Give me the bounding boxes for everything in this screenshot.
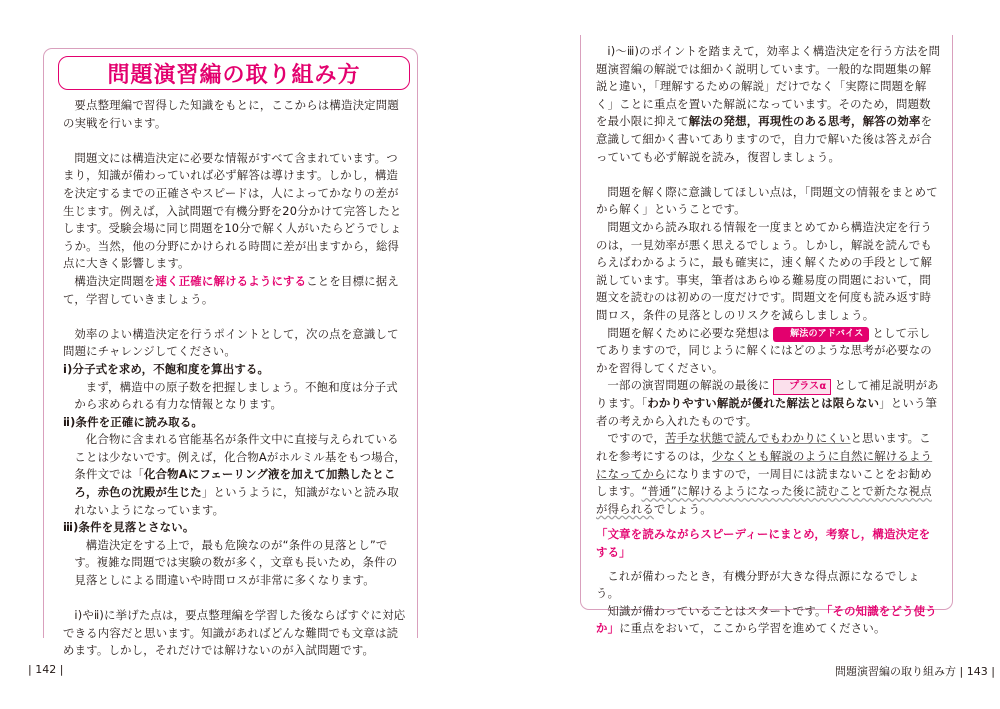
plus-alpha-badge: プラスα bbox=[773, 379, 832, 395]
point-body: 構造決定をする上で，最も危険なのが“条件の見落とし”です。複雑な問題では実験の数が多く，文章も長いため，条件の見落としによる間違いや時間ロスが非常に多くなります。 bbox=[74, 537, 398, 588]
paragraph: 構造決定問題を速く正確に解けるようにすることを目標に据えて，学習していきましょう。 bbox=[63, 273, 399, 306]
point-heading: ⅰ)分子式を求め，不飽和度を算出する。 bbox=[63, 361, 270, 376]
paragraph: 問題を解く際に意識してほしい点は，「問題文の情報をまとめてから解く」ということです。 bbox=[596, 184, 938, 217]
paragraph: 問題文には構造決定に必要な情報がすべて含まれています。つまり，知識が備わっていれば必ず解答は導けます。しかし，構造を決定するまでの正確さやスピードは，人によってかなりの差が生じます。例えば，入試問題で有機分野を20分かけて完答したとします。受験会場に同じ問題を10分で解く人がいたらどうでしょうか。当然，他の分野にかけられる時間に差が出ますから，総得点に大きく影響します。 bbox=[63, 150, 402, 271]
paragraph: 問題文から読み取れる情報を一度まとめてから構造決定を行うのは，一見効率が悪く思えるでしょう。しかし，解説を読んでもらえばわかるように，最も確実に，速く解くための手段として解説しています。事実，筆者はあらゆる難易度の問題において，問題文を読むのは初めの一度だけです。問題文を何度も読み返す時間ロス，条件の見落としのリスクを減らしましょう。 bbox=[596, 219, 933, 322]
paragraph: 一部の演習問題の解説の最後に プラスα として補足説明があります。「わかりやすい解説が優れた解法とは限らない」という筆者の考えから入れたものです。 bbox=[596, 378, 939, 428]
page-number: 問題演習編の取り組み方 | 143 | bbox=[835, 665, 995, 678]
paragraph: ⅰ)～ⅲ)のポイントを踏まえて，効率よく構造決定を行う方法を問題演習編の解説では細かく説明しています。一般的な問題集の解説と違い，「理解するための解説」だけでなく「実際に問題を解く」ことに重点を置いた解説になっています。そのため，問題数を最小限に抑えて解法の発想，再現性のある思考，解答の効率を意識して細かく書いてありますので，自力で解いた後は答えが合っていても必ず解説を読み，復習しましょう。 bbox=[596, 44, 941, 164]
paragraph: ⅰ)やⅱ)に挙げた点は，要点整理編を学習した後ならばすぐに対応できる内容だと思います。知識があればどんな難問でも文章は読めます。しかし，それだけでは解けないのが入試問題です。 bbox=[63, 608, 406, 658]
paragraph: ですので，苦手な状態で読んでもわかりにくいと思います。これを参考にするのは，少なくとも解説のように自然に解けるようになってからになりますので，一周目には読まないことをお勧めします。“普通”に解けるようになった後に読むことで新たな視点が得られるでしょう。 bbox=[596, 431, 933, 516]
point-body: まず，構造中の原子数を把握しましょう。不飽和度は分子式から求められる有力な情報となります。 bbox=[74, 379, 398, 412]
slogan: 「文章を読みながらスピーディーにまとめ，考察し，構造決定をする」 bbox=[596, 527, 931, 560]
paragraph: 知識が備わっていることはスタートです。「その知識をどう使うか」に重点をおいて，ここから学習を進めてください。 bbox=[596, 603, 937, 636]
paragraph: 問題を解くために必要な発想は 解法のアドバイス として示してありますので，同じように解くにはどのような思考が必要なのかを習得してください。 bbox=[596, 325, 932, 375]
highlight-text: 速く正確に解けるようにする bbox=[155, 273, 307, 288]
paragraph: 効率のよい構造決定を行うポイントとして，次の点を意識して問題にチャレンジしてください。 bbox=[63, 326, 399, 359]
highlight-text: 「その知識をどう使うか」 bbox=[596, 603, 937, 636]
point-body: 化合物に含まれる官能基名が条件文中に直接与えられていることは少ないです。例えば，化合物Aがホルミル基をもつ場合，条件文では「化合物Aにフェーリング液を加えて加熱したところ，赤色の沈殿が生じた」というように，知識がないと読み取れないようになっています。 bbox=[74, 432, 407, 517]
right-page bbox=[500, 0, 1000, 709]
paragraph: 要点整理編で習得した知識をもとに，ここからは構造決定問題の実戦を行います。 bbox=[63, 98, 399, 130]
paragraph: これが備わったとき，有機分野が大きな得点源になるでしょう。 bbox=[596, 568, 920, 601]
page-number: | 142 | bbox=[28, 663, 64, 676]
right-body-text bbox=[596, 43, 941, 638]
page-title-box bbox=[58, 56, 410, 90]
advice-badge: 解法のアドバイス bbox=[773, 327, 870, 342]
point-heading: ⅲ)条件を見落とさない。 bbox=[63, 520, 195, 535]
point-heading: ⅱ)条件を正確に読み取る。 bbox=[63, 414, 204, 429]
left-body-text bbox=[63, 97, 408, 660]
page-title: 問題演習編の取り組み方 bbox=[107, 62, 361, 88]
